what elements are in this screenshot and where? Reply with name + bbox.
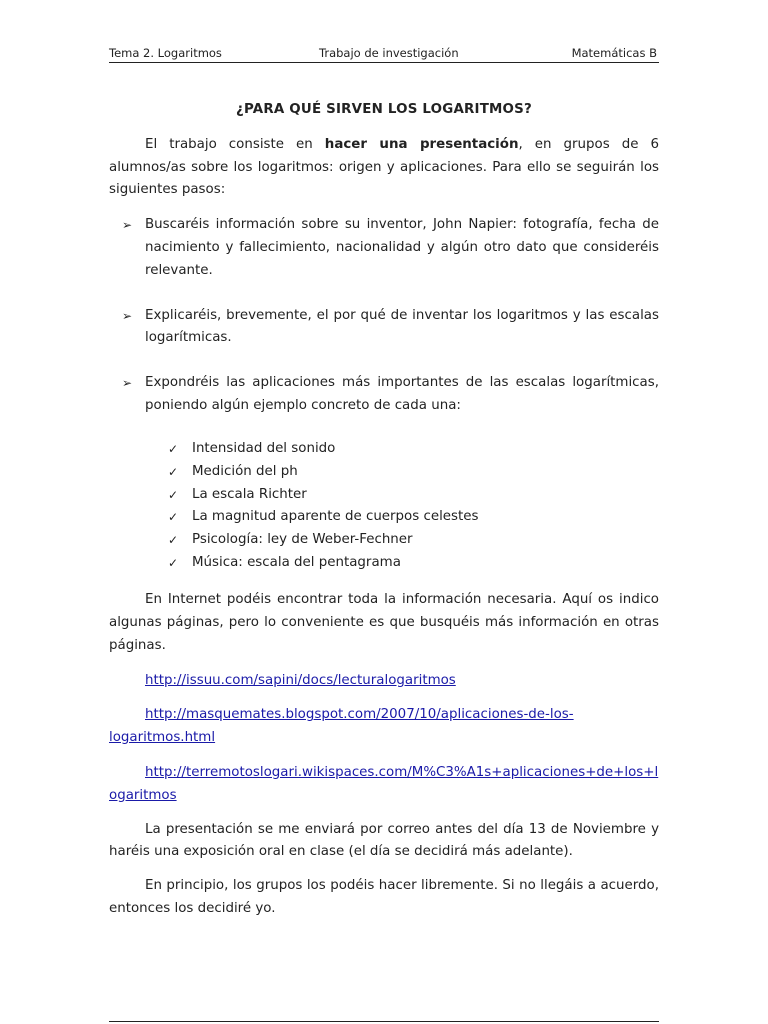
checkmark-icon: ✓ — [168, 556, 179, 571]
list-item — [168, 461, 659, 484]
application-text: Medición del ph — [192, 463, 298, 479]
intro-paragraph — [109, 134, 659, 202]
page-header — [109, 46, 659, 60]
list-item — [168, 506, 659, 529]
header-right: Matemáticas B — [571, 46, 657, 60]
application-text: Intensidad del sonido — [192, 440, 336, 456]
list-item — [109, 214, 659, 282]
link-wikispaces[interactable]: http://terremotoslogari.wikispaces.com/M%C3%A1s+aplicaciones+de+los+logaritmos — [109, 764, 659, 803]
checkmark-icon: ✓ — [168, 487, 179, 502]
link-issuu[interactable]: http://issuu.com/sapini/docs/lecturalogaritmos — [145, 672, 456, 688]
link-paragraph — [109, 762, 659, 808]
list-item — [168, 438, 659, 461]
step-text: Expondréis las aplicaciones más importantes de las escalas logarítmicas, poniendo algún ejemplo concreto de cada una: — [145, 375, 659, 413]
application-text: Psicología: ley de Weber-Fechner — [192, 532, 413, 548]
checkmark-icon: ✓ — [168, 441, 179, 456]
arrow-bullet-icon: ➢ — [122, 308, 133, 323]
intro-text-before: El trabajo consiste en — [145, 136, 325, 152]
application-text: La magnitud aparente de cuerpos celestes — [192, 509, 479, 525]
link-paragraph — [109, 670, 659, 693]
application-text: La escala Richter — [192, 486, 307, 502]
internet-paragraph: En Internet podéis encontrar toda la información necesaria. Aquí os indico algunas páginas, pero lo conveniente es que busquéis más información en otras páginas. — [109, 592, 659, 653]
header-left: Tema 2. Logaritmos — [109, 46, 222, 60]
footer-divider — [109, 1021, 659, 1022]
intro-bold-text: hacer una presentación — [324, 136, 519, 152]
list-item — [168, 529, 659, 552]
list-item — [109, 305, 659, 351]
document-body — [109, 99, 659, 921]
groups-paragraph: En principio, los grupos los podéis hacer libremente. Si no llegáis a acuerdo, entonces los decidiré yo. — [109, 878, 659, 916]
page-title: ¿PARA QUÉ SIRVEN LOS LOGARITMOS? — [236, 102, 532, 117]
presentation-paragraph: La presentación se me enviará por correo antes del día 13 de Noviembre y haréis una exposición oral en clase (el día se decidirá más adelante). — [109, 821, 659, 860]
checkmark-icon: ✓ — [168, 510, 179, 525]
checkmark-icon: ✓ — [168, 464, 179, 479]
applications-list — [109, 438, 659, 575]
steps-list — [109, 214, 659, 418]
list-item — [109, 372, 659, 418]
application-text: Música: escala del pentagrama — [192, 555, 401, 571]
arrow-bullet-icon: ➢ — [122, 376, 133, 391]
header-divider — [109, 62, 659, 63]
step-text: Buscaréis información sobre su inventor, John Napier: fotografía, fecha de nacimiento y fallecimiento, nacionalidad y algún otro dato que consideréis relevante. — [145, 217, 659, 278]
header-center: Trabajo de investigación — [319, 46, 459, 60]
step-text: Explicaréis, brevemente, el por qué de inventar los logaritmos y las escalas logarítmicas. — [145, 307, 659, 346]
checkmark-icon: ✓ — [168, 533, 179, 548]
intro-text-after: , en grupos de 6 alumnos/as sobre los logaritmos: origen y aplicaciones. Para ello se seguirán los siguientes pasos: — [109, 136, 660, 198]
list-item — [168, 552, 659, 575]
link-paragraph — [109, 704, 659, 750]
list-item — [168, 484, 659, 507]
link-masquemates[interactable]: http://masquemates.blogspot.com/2007/10/aplicaciones-de-los-logaritmos.html — [109, 707, 574, 746]
arrow-bullet-icon: ➢ — [122, 218, 133, 233]
